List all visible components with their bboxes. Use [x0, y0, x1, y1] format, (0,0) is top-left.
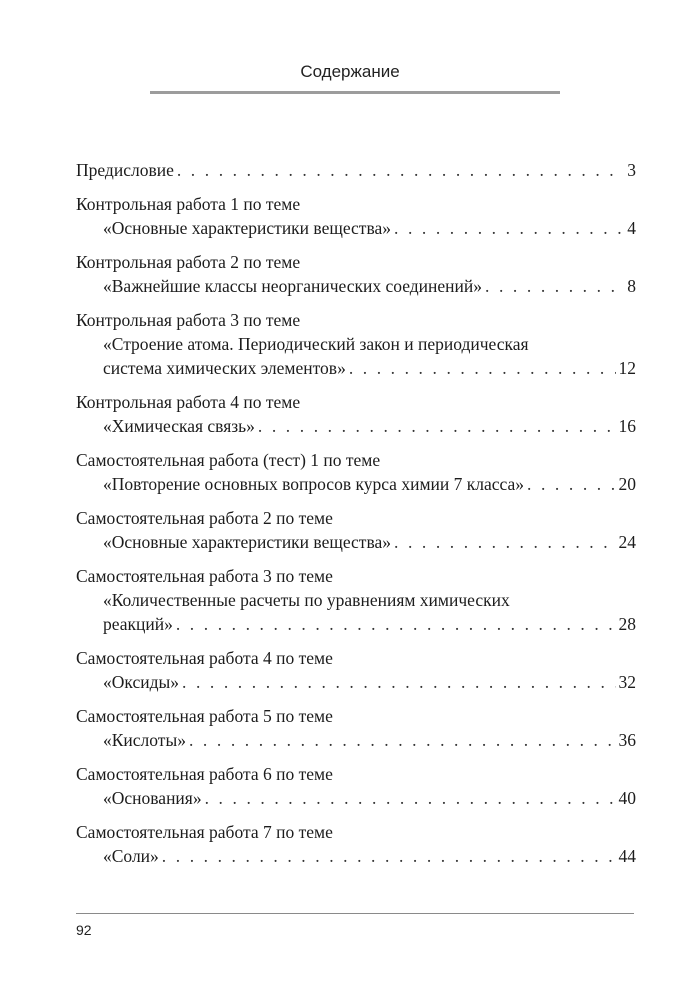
toc-entry-title-line [76, 786, 636, 810]
toc-entry-title-line [76, 356, 636, 380]
toc-entry[interactable] [76, 646, 636, 694]
toc-entry-title-line [76, 844, 636, 868]
toc-entry[interactable] [76, 820, 636, 868]
toc-entry-title-line [76, 216, 636, 240]
toc-entry-title: реакций» [103, 614, 173, 634]
toc-entry-title-line [76, 612, 636, 636]
table-of-contents [76, 158, 636, 878]
toc-entry-heading: Самостоятельная работа 3 по теме [76, 566, 333, 586]
heading-underline [150, 91, 560, 94]
toc-entry-title: Предисловие [76, 160, 174, 180]
toc-entry-title: «Основные характеристики вещества» [103, 532, 391, 552]
dot-leader [394, 530, 616, 554]
toc-entry-title: «Основания» [103, 788, 202, 808]
toc-entry-text: «Количественные расчеты по уравнениям химических [103, 590, 510, 610]
toc-entry[interactable] [76, 158, 636, 182]
toc-entry-title-line [76, 472, 636, 496]
dot-leader [349, 356, 616, 380]
dot-leader [182, 670, 616, 694]
toc-entry-heading: Самостоятельная работа 7 по теме [76, 822, 333, 842]
toc-entry[interactable] [76, 448, 636, 496]
toc-entry-title: «Основные характеристики вещества» [103, 218, 391, 238]
toc-entry-heading: Контрольная работа 2 по теме [76, 252, 301, 272]
toc-entry-title: «Кислоты» [103, 730, 186, 750]
dot-leader [176, 612, 616, 636]
toc-entry-heading: Самостоятельная работа 6 по теме [76, 764, 333, 784]
toc-entry-title: «Химическая связь» [103, 416, 255, 436]
toc-entry-title-line [76, 728, 636, 752]
toc-entry-title: «Важнейшие классы неорганических соединений» [103, 276, 483, 296]
page-number: 92 [76, 922, 92, 938]
toc-page-number: 3 [627, 160, 636, 180]
toc-page-number: 32 [618, 672, 636, 692]
dot-leader [258, 414, 616, 438]
toc-entry-title-line [76, 414, 636, 438]
dot-leader [189, 728, 616, 752]
toc-entry-title-line [76, 158, 636, 182]
toc-entry-title: «Оксиды» [103, 672, 179, 692]
toc-entry-title-line [76, 670, 636, 694]
dot-leader [394, 216, 624, 240]
toc-entry[interactable] [76, 564, 636, 636]
toc-entry[interactable] [76, 192, 636, 240]
toc-entry[interactable] [76, 308, 636, 380]
toc-page-number: 36 [618, 730, 636, 750]
toc-entry-heading: Самостоятельная работа 2 по теме [76, 508, 333, 528]
dot-leader [162, 844, 616, 868]
toc-entry-heading: Самостоятельная работа 4 по теме [76, 648, 333, 668]
toc-entry-title: система химических элементов» [103, 358, 346, 378]
toc-entry[interactable] [76, 390, 636, 438]
footer-divider [76, 913, 634, 914]
toc-entry[interactable] [76, 704, 636, 752]
toc-entry-title: «Повторение основных вопросов курса химии 7 класса» [103, 474, 525, 494]
dot-leader [205, 786, 616, 810]
toc-page-number: 20 [618, 474, 636, 494]
toc-entry-heading: Самостоятельная работа (тест) 1 по теме [76, 450, 381, 470]
dot-leader [177, 158, 624, 182]
toc-entry-title-line [76, 530, 636, 554]
toc-entry-heading: Контрольная работа 1 по теме [76, 194, 301, 214]
toc-entry-title-line [76, 274, 636, 298]
toc-entry[interactable] [76, 762, 636, 810]
toc-entry-heading: Контрольная работа 4 по теме [76, 392, 301, 412]
toc-entry-heading: Контрольная работа 3 по теме [76, 310, 301, 330]
toc-page-number: 12 [618, 358, 636, 378]
toc-page-number: 8 [627, 276, 636, 296]
toc-page-number: 24 [618, 532, 636, 552]
dot-leader [485, 274, 624, 298]
toc-page-number: 4 [627, 218, 636, 238]
toc-page-number: 40 [618, 788, 636, 808]
toc-page-number: 16 [618, 416, 636, 436]
toc-entry[interactable] [76, 506, 636, 554]
dot-leader [527, 472, 615, 496]
toc-entry-title: «Соли» [103, 846, 159, 866]
toc-entry-text: «Строение атома. Периодический закон и периодическая [103, 334, 529, 354]
toc-entry[interactable] [76, 250, 636, 298]
toc-entry-heading: Самостоятельная работа 5 по теме [76, 706, 333, 726]
toc-page-number: 44 [618, 846, 636, 866]
page-title: Содержание [300, 62, 400, 81]
toc-page-number: 28 [618, 614, 636, 634]
